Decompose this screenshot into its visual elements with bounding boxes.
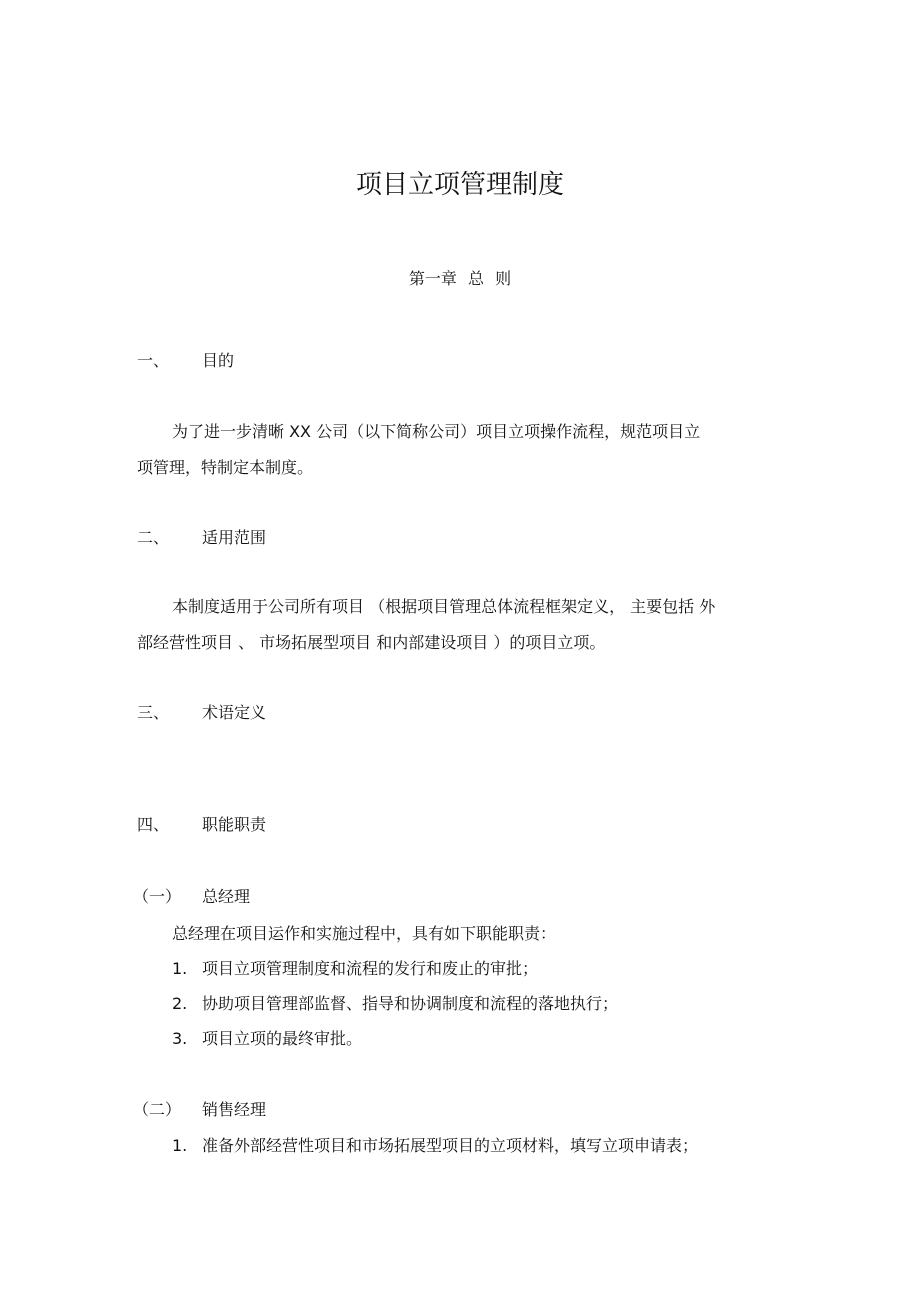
list-item-number: 1. — [172, 1136, 188, 1155]
gm-intro: 总经理在项目运作和实施过程中，具有如下职能职责： — [172, 924, 557, 943]
purpose-text-line1: 为了进一步清晰 XX 公司（以下简称公司）项目立项操作流程，规范项目立 — [172, 422, 701, 441]
document-title: 项目立项管理制度 — [355, 170, 564, 200]
list-item-number: 3. — [172, 1029, 188, 1048]
purpose-text-line2: 项管理，特制定本制度。 — [137, 458, 314, 477]
chapter-heading: 第一章 总 则 — [408, 269, 512, 288]
section-number: 一、 — [137, 351, 170, 370]
list-item-number: 1. — [172, 959, 188, 978]
subsection-heading-sales: 销售经理 — [202, 1100, 267, 1119]
list-item: 项目立项管理制度和流程的发行和废止的审批； — [202, 959, 539, 978]
subsection-number: （二） — [133, 1100, 182, 1119]
section-heading-scope: 适用范围 — [202, 528, 267, 547]
section-number: 四、 — [137, 815, 170, 834]
section-heading-duties: 职能职责 — [202, 815, 267, 834]
list-item-number: 2. — [172, 994, 188, 1013]
section-number: 三、 — [137, 703, 170, 722]
scope-text-line1: 本制度适用于公司所有项目 （根据项目管理总体流程框架定义， 主要包括 外 — [172, 597, 716, 616]
scope-text-line2: 部经营性项目 、 市场拓展型项目 和内部建设项目 ）的项目立项。 — [137, 633, 606, 652]
section-heading-terms: 术语定义 — [202, 703, 267, 722]
list-item: 协助项目管理部监督、指导和协调制度和流程的落地执行； — [202, 994, 619, 1013]
section-heading-purpose: 目的 — [202, 351, 235, 370]
subsection-heading-gm: 总经理 — [202, 887, 251, 906]
section-number: 二、 — [137, 528, 170, 547]
list-item: 项目立项的最终审批。 — [202, 1029, 363, 1048]
list-item: 准备外部经营性项目和市场拓展型项目的立项材料，填写立项申请表； — [202, 1136, 699, 1155]
subsection-number: （一） — [133, 887, 182, 906]
